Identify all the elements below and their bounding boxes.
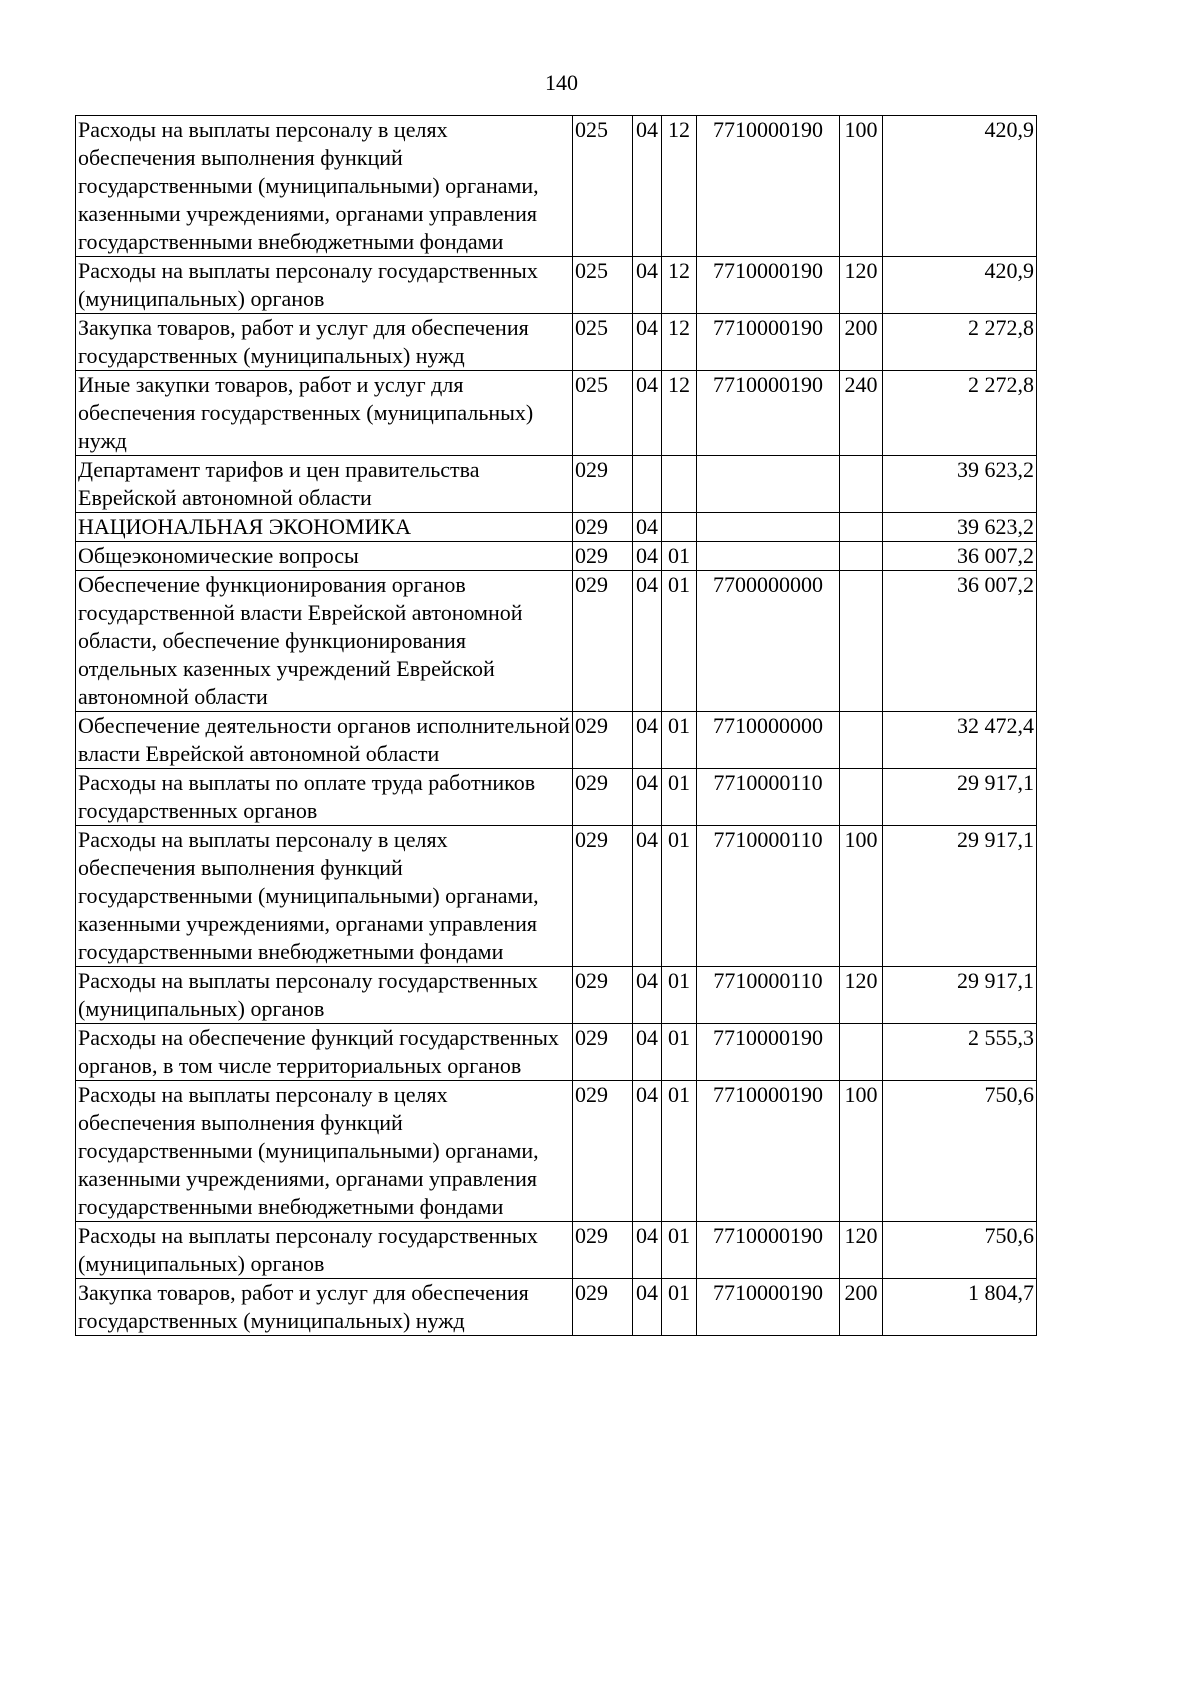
amount-cell: 36 007,2 (883, 542, 1037, 571)
expense-name-cell: Иные закупки товаров, работ и услуг для обеспечения государственных (муниципальных) нужд (76, 371, 573, 456)
ministry-code-cell: 029 (573, 1081, 633, 1222)
expense-type-code-cell: 120 (840, 257, 883, 314)
expense-type-code-cell (840, 542, 883, 571)
subsection-code-cell: 01 (662, 1024, 697, 1081)
expense-type-code-cell: 200 (840, 1279, 883, 1336)
amount-cell: 750,6 (883, 1222, 1037, 1279)
budget-table (75, 115, 1037, 1336)
ministry-code-cell: 025 (573, 314, 633, 371)
table-row (76, 314, 1037, 371)
ministry-code-cell: 029 (573, 1024, 633, 1081)
section-code-cell: 04 (633, 826, 662, 967)
table-row (76, 1279, 1037, 1336)
section-code-cell: 04 (633, 967, 662, 1024)
amount-cell: 2 555,3 (883, 1024, 1037, 1081)
expense-name-cell: Обеспечение деятельности органов исполнительной власти Еврейской автономной области (76, 712, 573, 769)
amount-cell: 420,9 (883, 116, 1037, 257)
target-article-code-cell: 7710000190 (697, 371, 840, 456)
subsection-code-cell: 01 (662, 571, 697, 712)
section-code-cell: 04 (633, 1081, 662, 1222)
section-code-cell (633, 456, 662, 513)
subsection-code-cell: 01 (662, 967, 697, 1024)
subsection-code-cell: 01 (662, 1222, 697, 1279)
expense-name-cell: Общеэкономические вопросы (76, 542, 573, 571)
target-article-code-cell: 7710000110 (697, 769, 840, 826)
target-article-code-cell: 7700000000 (697, 571, 840, 712)
expense-name-cell: Расходы на выплаты по оплате труда работников государственных органов (76, 769, 573, 826)
ministry-code-cell: 025 (573, 116, 633, 257)
ministry-code-cell: 029 (573, 513, 633, 542)
target-article-code-cell: 7710000000 (697, 712, 840, 769)
target-article-code-cell: 7710000190 (697, 1279, 840, 1336)
section-code-cell: 04 (633, 116, 662, 257)
ministry-code-cell: 025 (573, 371, 633, 456)
expense-name-cell: Расходы на обеспечение функций государственных органов, в том числе территориальных органов (76, 1024, 573, 1081)
ministry-code-cell: 029 (573, 456, 633, 513)
section-code-cell: 04 (633, 571, 662, 712)
target-article-code-cell: 7710000190 (697, 1024, 840, 1081)
target-article-code-cell: 7710000190 (697, 1222, 840, 1279)
expense-type-code-cell (840, 571, 883, 712)
section-code-cell: 04 (633, 769, 662, 826)
amount-cell: 29 917,1 (883, 769, 1037, 826)
amount-cell: 29 917,1 (883, 826, 1037, 967)
expense-type-code-cell: 100 (840, 116, 883, 257)
expense-type-code-cell: 240 (840, 371, 883, 456)
section-code-cell: 04 (633, 1279, 662, 1336)
expense-type-code-cell: 100 (840, 1081, 883, 1222)
target-article-code-cell (697, 456, 840, 513)
expense-name-cell: Расходы на выплаты персоналу государственных (муниципальных) органов (76, 257, 573, 314)
subsection-code-cell: 01 (662, 769, 697, 826)
table-row (76, 1222, 1037, 1279)
expense-name-cell: НАЦИОНАЛЬНАЯ ЭКОНОМИКА (76, 513, 573, 542)
ministry-code-cell: 029 (573, 542, 633, 571)
target-article-code-cell: 7710000190 (697, 116, 840, 257)
expense-name-cell: Расходы на выплаты персоналу государственных (муниципальных) органов (76, 967, 573, 1024)
subsection-code-cell: 12 (662, 371, 697, 456)
ministry-code-cell: 029 (573, 769, 633, 826)
table-row (76, 1081, 1037, 1222)
table-row (76, 826, 1037, 967)
section-code-cell: 04 (633, 542, 662, 571)
table-row (76, 1024, 1037, 1081)
ministry-code-cell: 029 (573, 1279, 633, 1336)
section-code-cell: 04 (633, 513, 662, 542)
expense-name-cell: Обеспечение функционирования органов государственной власти Еврейской автономной области, обеспечение функционирования отдельных казенных учреждений Еврейской автономной области (76, 571, 573, 712)
section-code-cell: 04 (633, 712, 662, 769)
amount-cell: 29 917,1 (883, 967, 1037, 1024)
subsection-code-cell: 12 (662, 314, 697, 371)
expense-type-code-cell (840, 769, 883, 826)
expense-type-code-cell (840, 513, 883, 542)
expense-type-code-cell: 100 (840, 826, 883, 967)
subsection-code-cell: 01 (662, 712, 697, 769)
amount-cell: 39 623,2 (883, 513, 1037, 542)
expense-name-cell: Департамент тарифов и цен правительства Еврейской автономной области (76, 456, 573, 513)
section-code-cell: 04 (633, 1024, 662, 1081)
ministry-code-cell: 029 (573, 967, 633, 1024)
expense-type-code-cell: 120 (840, 967, 883, 1024)
table-row (76, 257, 1037, 314)
subsection-code-cell: 01 (662, 1081, 697, 1222)
expense-name-cell: Закупка товаров, работ и услуг для обеспечения государственных (муниципальных) нужд (76, 1279, 573, 1336)
target-article-code-cell: 7710000110 (697, 826, 840, 967)
ministry-code-cell: 029 (573, 1222, 633, 1279)
expense-name-cell: Расходы на выплаты персоналу в целях обеспечения выполнения функций государственными (муниципальными) органами, казенными учреждениями, органами управления государственными внебюджетными фондами (76, 116, 573, 257)
amount-cell: 2 272,8 (883, 314, 1037, 371)
expense-type-code-cell (840, 1024, 883, 1081)
table-row (76, 456, 1037, 513)
expense-type-code-cell (840, 712, 883, 769)
target-article-code-cell: 7710000190 (697, 314, 840, 371)
subsection-code-cell: 01 (662, 542, 697, 571)
expense-type-code-cell (840, 456, 883, 513)
table-row (76, 712, 1037, 769)
table-row (76, 371, 1037, 456)
expense-type-code-cell: 120 (840, 1222, 883, 1279)
section-code-cell: 04 (633, 371, 662, 456)
amount-cell: 420,9 (883, 257, 1037, 314)
expense-type-code-cell: 200 (840, 314, 883, 371)
table-row (76, 967, 1037, 1024)
table-body (76, 116, 1037, 1336)
expense-name-cell: Расходы на выплаты персоналу государственных (муниципальных) органов (76, 1222, 573, 1279)
amount-cell: 1 804,7 (883, 1279, 1037, 1336)
expense-name-cell: Расходы на выплаты персоналу в целях обеспечения выполнения функций государственными (муниципальными) органами, казенными учреждениями, органами управления государственными внебюджетными фондами (76, 826, 573, 967)
amount-cell: 36 007,2 (883, 571, 1037, 712)
target-article-code-cell (697, 513, 840, 542)
ministry-code-cell: 029 (573, 826, 633, 967)
amount-cell: 2 272,8 (883, 371, 1037, 456)
ministry-code-cell: 029 (573, 571, 633, 712)
subsection-code-cell: 01 (662, 1279, 697, 1336)
subsection-code-cell: 12 (662, 116, 697, 257)
ministry-code-cell: 025 (573, 257, 633, 314)
amount-cell: 750,6 (883, 1081, 1037, 1222)
target-article-code-cell: 7710000190 (697, 1081, 840, 1222)
table-row (76, 571, 1037, 712)
target-article-code-cell: 7710000190 (697, 257, 840, 314)
table-row (76, 542, 1037, 571)
subsection-code-cell: 01 (662, 826, 697, 967)
subsection-code-cell (662, 513, 697, 542)
amount-cell: 32 472,4 (883, 712, 1037, 769)
section-code-cell: 04 (633, 314, 662, 371)
section-code-cell: 04 (633, 1222, 662, 1279)
target-article-code-cell: 7710000110 (697, 967, 840, 1024)
amount-cell: 39 623,2 (883, 456, 1037, 513)
table-row (76, 769, 1037, 826)
subsection-code-cell: 12 (662, 257, 697, 314)
table-row (76, 513, 1037, 542)
subsection-code-cell (662, 456, 697, 513)
expense-name-cell: Расходы на выплаты персоналу в целях обеспечения выполнения функций государственными (муниципальными) органами, казенными учреждениями, органами управления государственными внебюджетными фондами (76, 1081, 573, 1222)
section-code-cell: 04 (633, 257, 662, 314)
table-row (76, 116, 1037, 257)
target-article-code-cell (697, 542, 840, 571)
page-number: 140 (545, 70, 578, 95)
ministry-code-cell: 029 (573, 712, 633, 769)
expense-name-cell: Закупка товаров, работ и услуг для обеспечения государственных (муниципальных) нужд (76, 314, 573, 371)
